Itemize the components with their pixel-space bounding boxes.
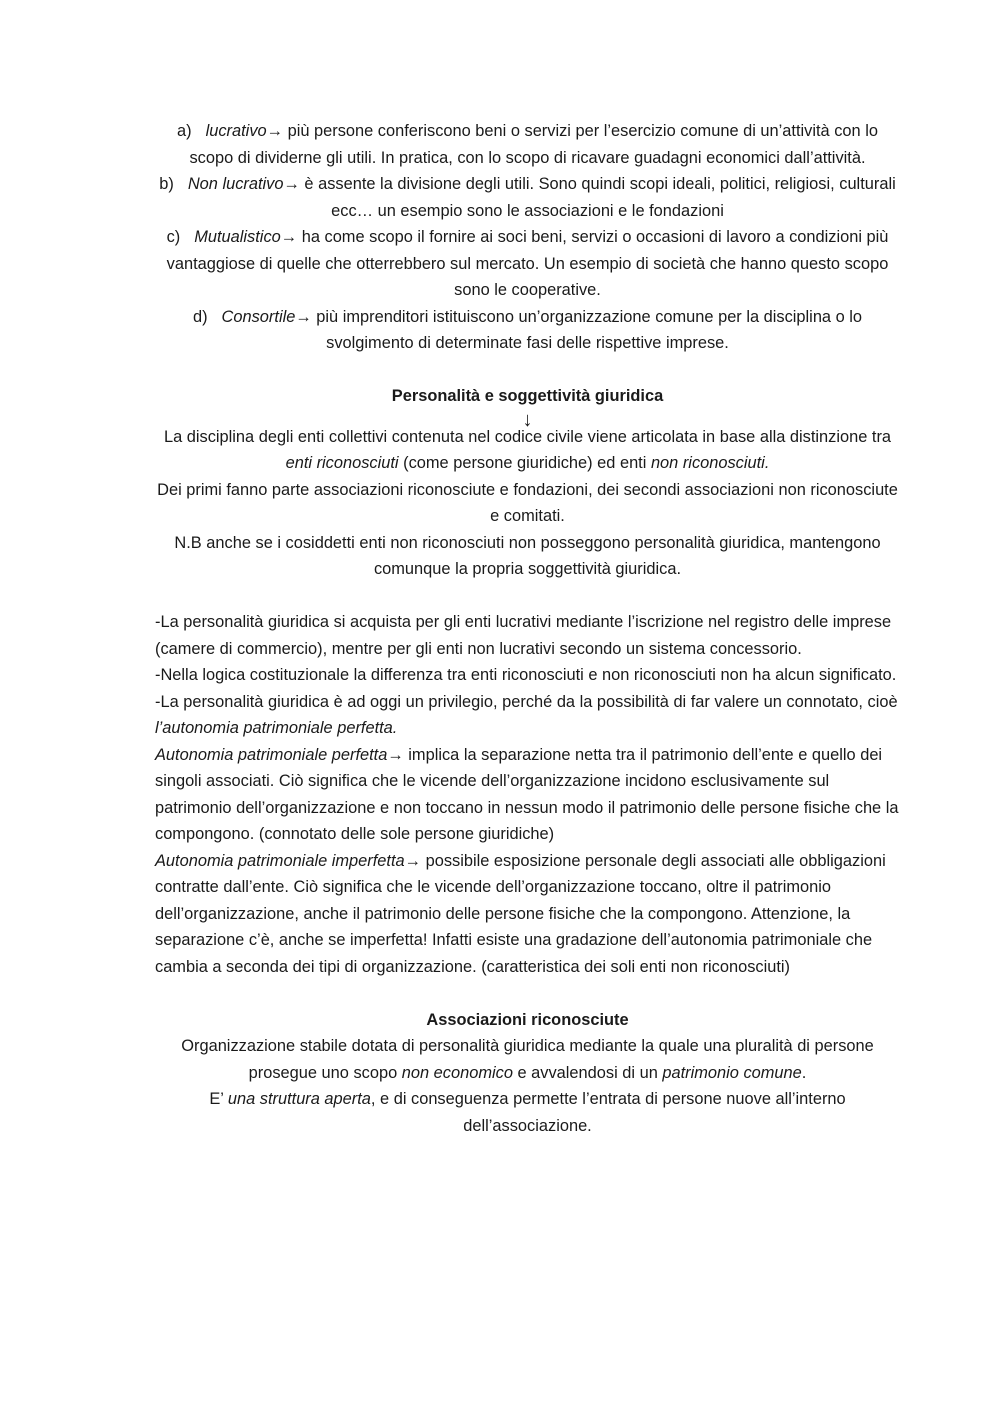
paragraph: -Nella logica costituzionale la differenza tra enti riconosciuti e non riconosciuti non ha alcun significato. — [155, 666, 897, 684]
right-arrow-icon: → — [280, 228, 298, 246]
definition-text: possibile esposizione personale degli associati alle obbligazioni contratte dall’ente. Ciò significa che le vicende dell’organizzazione toccano, oltre il patrimonio dell’organizzazione, anche il patrimonio delle persone fisiche che la compongono. Attenzione, la separazione c’è, anche se imperfetta! Infatti esiste una gradazione dell’autonomia patrimoniale che cambia a seconda dei tipi di organizzazione. (caratteristica dei soli enti non riconosciuti) — [155, 851, 886, 976]
right-arrow-icon: → — [283, 175, 300, 193]
list-term: Consortile — [221, 307, 296, 326]
definition-text: implica la separazione netta tra il patrimonio dell’ente e quello dei singoli associati. Ciò significa che le vicende dell’organizzazione incidono esclusivamente sul patrimonio dell’organizzazione e non toccano in nessun modo il patrimonio delle persone fisiche che la compongono. (connotato delle sole persone giuridiche) — [155, 745, 899, 843]
list-term: Mutualistico — [194, 228, 281, 246]
right-arrow-icon: → — [295, 307, 312, 326]
emphasis-text: non economico — [401, 1063, 513, 1082]
list-item — [155, 118, 900, 171]
list-text: più imprenditori istituiscono un’organizzazione comune per la disciplina o lo svolgimento di determinate fasi delle rispettive imprese. — [311, 307, 863, 352]
paragraph-text: La disciplina degli enti collettivi contenuta nel codice civile viene articolata in base alla distinzione tra — [163, 427, 892, 446]
list-marker: a) — [177, 122, 192, 140]
emphasis-text: enti riconosciuti — [285, 454, 399, 472]
list-term: lucrativo — [205, 122, 267, 140]
list-item — [155, 304, 900, 357]
definition-term: Autonomia patrimoniale imperfetta — [155, 851, 405, 870]
paragraph — [155, 689, 900, 742]
paragraph-text: Organizzazione stabile dotata di personalità giuridica mediante la quale una pluralità di persone prosegue uno scopo — [181, 1037, 874, 1082]
list-marker: d) — [192, 307, 208, 326]
section-heading-personalita: Personalità e soggettività giuridica — [391, 387, 664, 405]
paragraph-text: -La personalità giuridica è ad oggi un privilegio, perché da la possibilità di far valere un connotato, cioè — [155, 692, 898, 711]
emphasis-text: patrimonio comune — [662, 1063, 802, 1082]
list-term: Non lucrativo — [187, 175, 284, 193]
list-text: è assente la divisione degli utili. Sono quindi scopi ideali, politici, religiosi, culturali ecc… un esempio sono le associazioni e le fondazioni — [299, 175, 896, 220]
definition-imperfetta — [155, 848, 900, 981]
paragraph-text: E’ — [209, 1090, 228, 1108]
right-arrow-icon: → — [404, 851, 422, 870]
paragraph-text: e avvalendosi di un — [512, 1063, 663, 1082]
emphasis-text: l’autonomia patrimoniale perfetta. — [155, 719, 398, 737]
right-arrow-icon: → — [266, 122, 284, 140]
paragraph: -La personalità giuridica si acquista per gli enti lucrativi mediante l’iscrizione nel registro delle imprese (camere di commercio), mentre per gli enti non lucrativi secondo un sistema concessorio. — [155, 613, 892, 658]
emphasis-text: una struttura aperta — [227, 1090, 371, 1108]
emphasis-text: non riconosciuti. — [650, 454, 770, 472]
paragraph-text: , e di conseguenza permette l’entrata di persone nuove all’interno dell’associazione. — [370, 1090, 846, 1135]
list-marker: c) — [166, 228, 181, 246]
nb-note: N.B anche se i cosiddetti enti non riconosciuti non posseggono personalità giuridica, mantengono comunque la propria soggettività giuridica. — [174, 533, 881, 578]
list-item — [155, 224, 900, 304]
section-heading-associazioni: Associazioni riconosciute — [426, 1010, 629, 1029]
definition-term: Autonomia patrimoniale perfetta — [155, 745, 388, 764]
list-item — [155, 171, 900, 224]
definition-perfetta — [155, 742, 900, 848]
document-page — [155, 118, 900, 1139]
paragraph-text: . — [801, 1063, 807, 1082]
paragraph — [155, 1033, 900, 1086]
list-text: più persone conferiscono beni o servizi per l’esercizio comune di un’attività con lo scopo di dividerne gli utili. In pratica, con lo scopo di ricavare guadagni economici dall’attività. — [189, 122, 878, 167]
purpose-list — [155, 118, 900, 357]
paragraph-text: (come persone giuridiche) ed enti — [398, 454, 651, 472]
list-text: ha come scopo il fornire ai soci beni, servizi o occasioni di lavoro a condizioni più vantaggiose di quelle che otterrebbero sul mercato. Un esempio di società che hanno questo scopo sono le cooperative. — [166, 228, 889, 299]
right-arrow-icon: → — [387, 745, 404, 764]
paragraph — [155, 1086, 900, 1139]
down-arrow-icon: ↓ — [522, 408, 533, 431]
paragraph — [155, 424, 900, 477]
list-marker: b) — [159, 175, 174, 193]
paragraph: Dei primi fanno parte associazioni riconosciute e fondazioni, dei secondi associazioni non riconosciute e comitati. — [157, 480, 898, 525]
